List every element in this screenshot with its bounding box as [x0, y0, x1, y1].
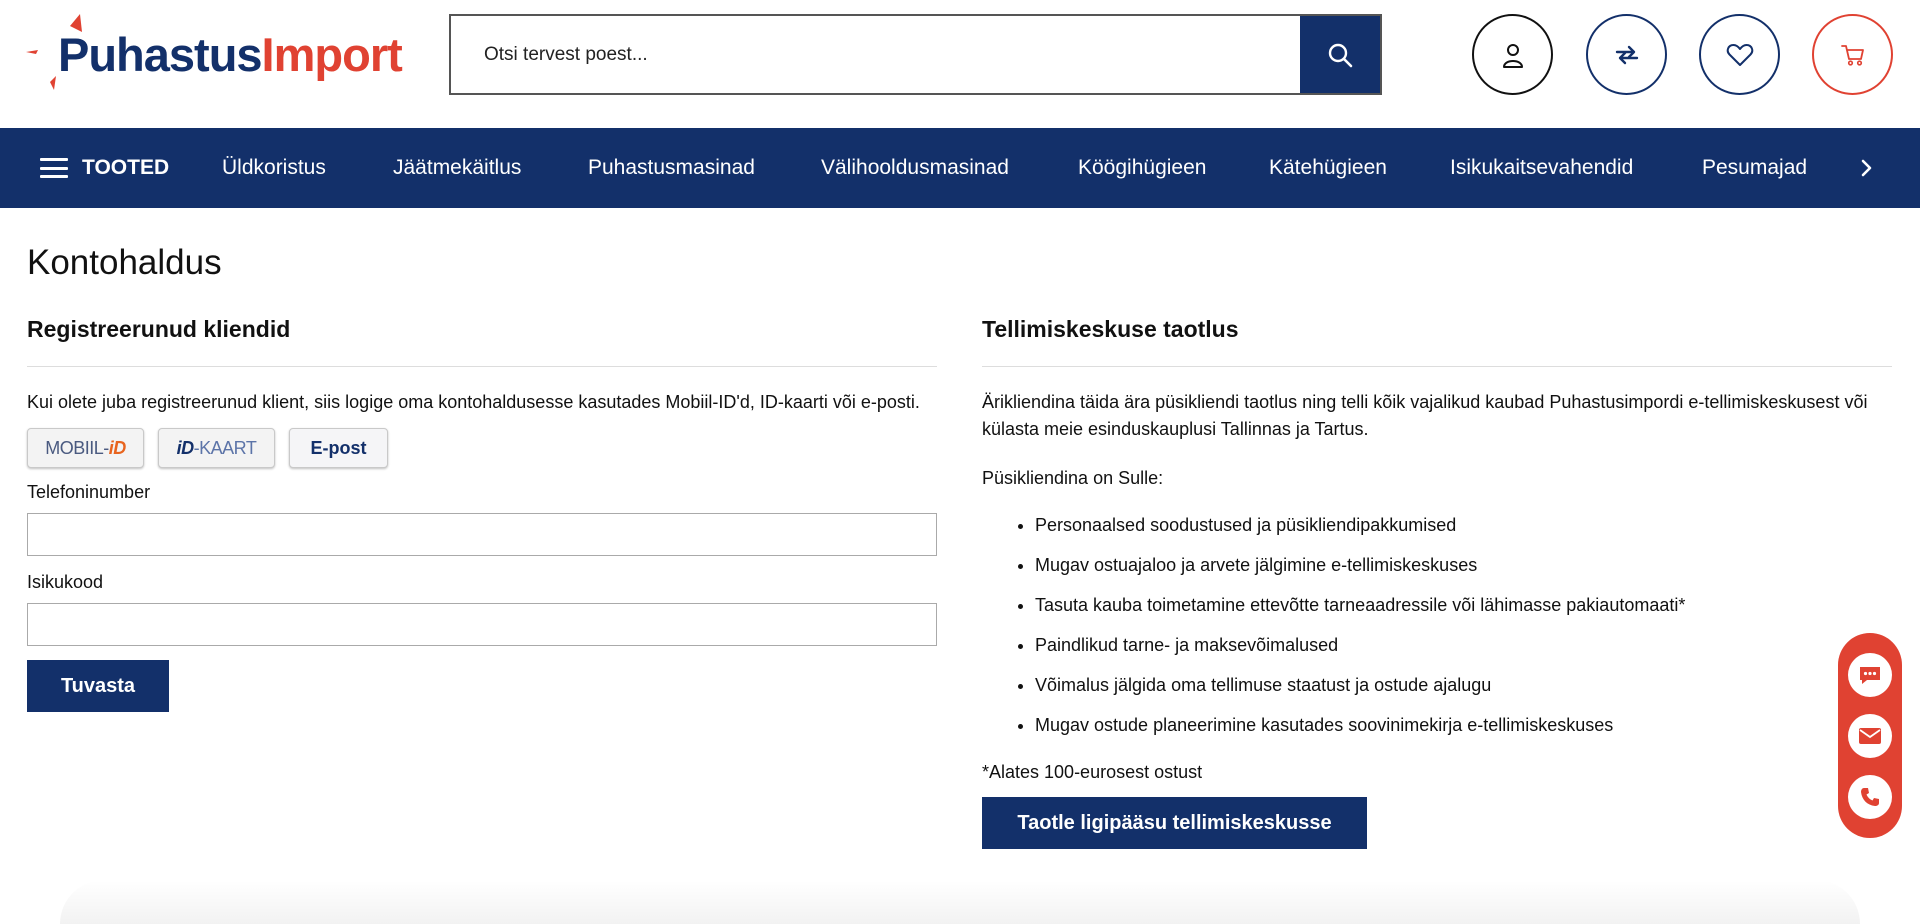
- id-card-logo-mark: iD: [176, 437, 194, 458]
- benefits-title: Püsikliendina on Sulle:: [982, 468, 1164, 488]
- nav-item-jaatmekaitlus[interactable]: Jäätmekäitlus: [393, 156, 522, 179]
- login-intro: Kui olete juba registreerunud klient, siis logige oma kontohaldusesse kasutades Mobiil-ID'd, ID-kaarti või e-posti.: [27, 392, 920, 412]
- nav-item-kookihugieen[interactable]: Köögihügieen: [1078, 156, 1207, 179]
- user-icon: [1501, 42, 1525, 68]
- login-section: [27, 316, 937, 712]
- list-item: • Paindlikud tarne- ja maksevõimalused: [1035, 632, 1892, 672]
- login-options: [27, 428, 937, 468]
- contact-float-bar: [1838, 633, 1902, 838]
- compare-icon: [1614, 44, 1640, 66]
- list-item: • Mugav ostuajaloo ja arvete jälgimine e-tellimiskeskuses: [1035, 552, 1892, 592]
- cart-icon: [1840, 43, 1866, 67]
- nav-item-isikukaitsevahendid[interactable]: Isikukaitsevahendid: [1450, 156, 1634, 179]
- benefits-list: [982, 512, 1892, 752]
- site-header: [0, 0, 1920, 128]
- email-button[interactable]: [1848, 714, 1892, 758]
- heart-icon: [1726, 43, 1754, 67]
- compare-button[interactable]: [1586, 14, 1667, 95]
- search-icon: [1327, 42, 1353, 68]
- list-item: • Võimalus jälgida oma tellimuse staatust ja ostude ajalugu: [1035, 672, 1892, 712]
- id-card-logo-text: -KAART: [193, 437, 257, 458]
- chat-button[interactable]: [1848, 653, 1892, 697]
- chat-icon: [1857, 663, 1883, 687]
- apply-access-button[interactable]: Taotle ligipääsu tellimiskeskusse: [982, 797, 1367, 849]
- search-bar: [449, 14, 1382, 95]
- search-input[interactable]: [451, 16, 1300, 93]
- mobiil-id-button[interactable]: [27, 428, 144, 468]
- site-logo[interactable]: [26, 14, 402, 90]
- application-section: [982, 316, 1892, 849]
- list-item: • Mugav ostude planeerimine kasutades soovinimekirja e-tellimiskeskuses: [1035, 712, 1892, 752]
- nav-next-button[interactable]: [1850, 152, 1882, 184]
- products-menu-label: TOOTED: [82, 156, 170, 179]
- envelope-icon: [1858, 726, 1882, 746]
- phone-icon: [1859, 786, 1881, 808]
- cart-button[interactable]: [1812, 14, 1893, 95]
- account-button[interactable]: [1472, 14, 1553, 95]
- logo-wordmark-part2: Import: [261, 28, 402, 81]
- chevron-right-icon: [1859, 158, 1873, 178]
- logo-wordmark: [58, 30, 402, 80]
- products-menu-button[interactable]: [40, 128, 169, 208]
- nav-item-pesumajad[interactable]: Pesumajad: [1702, 156, 1808, 179]
- category-nav: [0, 128, 1920, 208]
- wishlist-button[interactable]: [1699, 14, 1780, 95]
- id-card-logo: [177, 438, 257, 459]
- list-item: • Tasuta kauba toimetamine ettevõtte tarneaadressile või lähimasse pakiautomaati*: [1035, 592, 1892, 632]
- idcode-label: Isikukood: [27, 572, 104, 592]
- phone-field[interactable]: [27, 513, 937, 556]
- id-card-button[interactable]: [158, 428, 275, 468]
- bottom-shadow: [60, 880, 1860, 924]
- footnote: *Alates 100-eurosest ostust: [982, 762, 1203, 782]
- mobiil-id-logo: [45, 438, 126, 459]
- application-section-title: Tellimiskeskuse taotlus: [982, 316, 1892, 367]
- nav-item-katehugieen[interactable]: Kätehügieen: [1269, 156, 1387, 179]
- mobiil-id-logo-mark: iD: [108, 437, 126, 458]
- idcode-field[interactable]: [27, 603, 937, 646]
- email-login-button[interactable]: E-post: [289, 428, 388, 468]
- page-title: Kontohaldus: [27, 243, 222, 282]
- phone-button[interactable]: [1848, 775, 1892, 819]
- application-intro: Ärikliendina täida ära püsikliendi taotlus ning telli kõik vajalikud kaubad Puhastusimpordi e-tellimiskeskusest või külasta meie esinduskauplusi Tallinnas ja Tartus.: [982, 392, 1868, 439]
- nav-item-uldkoristus[interactable]: Üldkoristus: [222, 156, 326, 179]
- search-button[interactable]: [1300, 16, 1380, 93]
- login-section-title: Registreerunud kliendid: [27, 316, 937, 367]
- hamburger-icon: [40, 158, 68, 178]
- identify-button[interactable]: Tuvasta: [27, 660, 169, 712]
- nav-item-puhastusmasinad[interactable]: Puhastusmasinad: [588, 156, 755, 179]
- nav-item-valihooldusmasinad[interactable]: Välihooldusmasinad: [821, 156, 1009, 179]
- logo-wordmark-part1: Puhastus: [58, 28, 262, 81]
- mobiil-id-logo-text: MOBIIL-: [45, 437, 109, 458]
- phone-label: Telefoninumber: [27, 482, 151, 502]
- list-item: • Personaalsed soodustused ja püsikliendipakkumised: [1035, 512, 1892, 552]
